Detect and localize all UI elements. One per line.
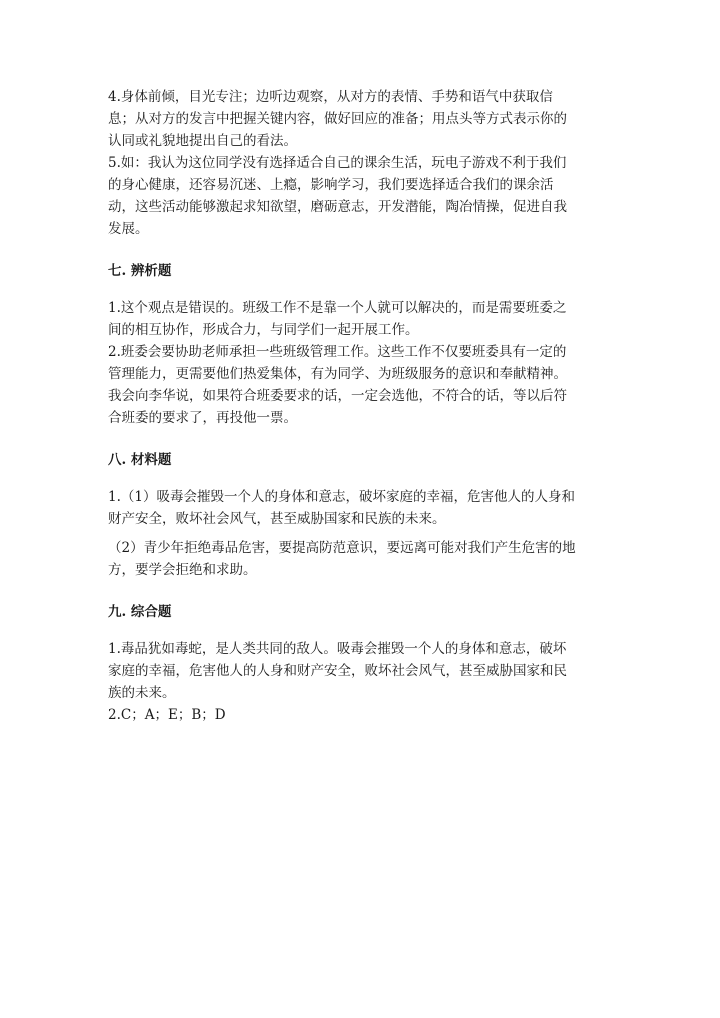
text-line: 合班委的要求了，再投他一票。: [108, 410, 297, 426]
text-line: 发展。: [108, 221, 149, 237]
section-heading-9: 九. 综合题: [108, 604, 172, 620]
comprehensive-item-1: [108, 638, 613, 704]
text-line: 5.如：我认为这位同学没有选择适合自己的课余生活，玩电子游戏不利于我们: [108, 155, 567, 171]
text-line: 1.毒品犹如毒蛇，是人类共同的敌人。吸毒会摧毁一个人的身体和意志，破坏: [108, 641, 567, 657]
text-line: （2）青少年拒绝毒品危害，要提高防范意识，要远离可能对我们产生危害的地: [108, 540, 576, 556]
text-line: 2.班委会要协助老师承担一些班级管理工作。这些工作不仅要班委具有一定的: [108, 344, 567, 360]
text-line: 1.（1）吸毒会摧毁一个人的身体和意志，破坏家庭的幸福，危害他人的人身和: [108, 489, 575, 505]
section-heading-8: 八. 材料题: [108, 452, 172, 468]
text-line: 4.身体前倾，目光专注；边听边观察，从对方的表情、手势和语气中获取信: [108, 89, 553, 105]
answer-item-5: [108, 152, 613, 240]
comprehensive-item-2: 2.C；A；E；B；D: [108, 707, 226, 723]
text-line: 家庭的幸福，危害他人的人身和财产安全，败坏社会风气，甚至威胁国家和民: [108, 663, 567, 679]
text-line: 认同或礼貌地提出自己的看法。: [108, 133, 297, 149]
analysis-item-2: [108, 341, 613, 429]
section-heading-7: 七. 辨析题: [108, 263, 172, 279]
text-line: 动，这些活动能够激起求知欲望，磨砺意志，开发潜能，陶冶情操，促进自我: [108, 199, 567, 215]
text-line: 息；从对方的发言中把握关键内容，做好回应的准备；用点头等方式表示你的: [108, 111, 567, 127]
material-part-1: [108, 486, 613, 530]
answer-page: [108, 86, 613, 726]
text-line: 财产安全，败坏社会风气，甚至威胁国家和民族的未来。: [108, 511, 446, 527]
text-line: 的身心健康，还容易沉迷、上瘾，影响学习，我们要选择适合我们的课余活: [108, 177, 554, 193]
text-line: 管理能力，更需要他们热爱集体，有为同学、为班级服务的意识和奉献精神。: [108, 366, 567, 382]
material-part-2: [108, 537, 613, 581]
text-line: 我会向李华说，如果符合班委要求的话，一定会选他，不符合的话，等以后符: [108, 388, 567, 404]
text-line: 方，要学会拒绝和求助。: [108, 562, 257, 578]
text-line: 族的未来。: [108, 685, 176, 701]
analysis-item-1: [108, 297, 613, 341]
text-line: 间的相互协作，形成合力，与同学们一起开展工作。: [108, 322, 419, 338]
answer-item-4: [108, 86, 613, 152]
text-line: 1.这个观点是错误的。班级工作不是靠一个人就可以解决的，而是需要班委之: [108, 300, 567, 316]
